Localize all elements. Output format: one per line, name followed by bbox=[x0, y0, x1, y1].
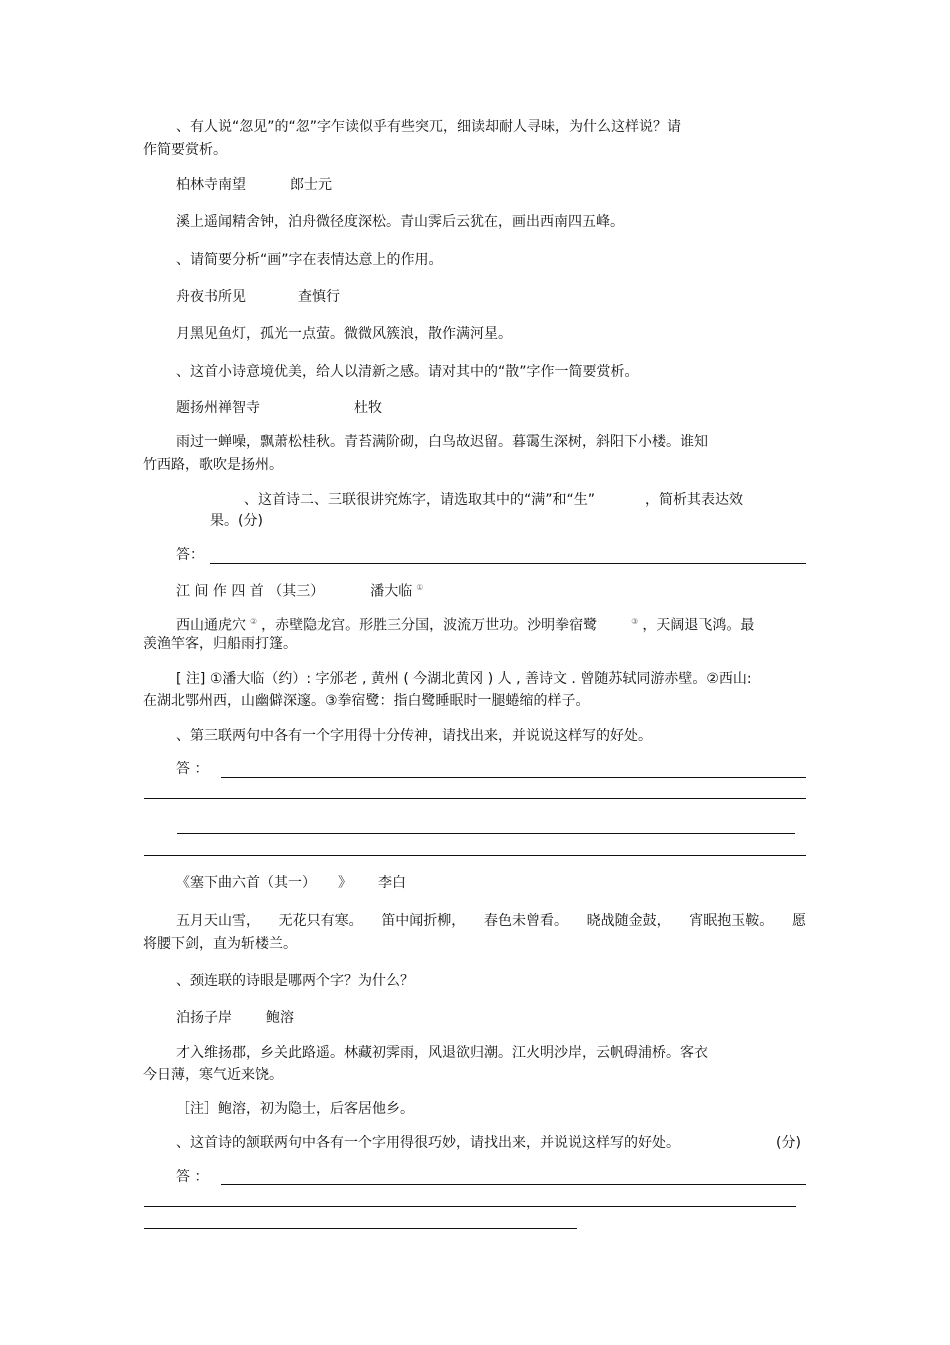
poem-3-question-line1 bbox=[244, 489, 743, 511]
poem-5-question: 、颈连联的诗眼是哪两个字？为什么？ bbox=[176, 973, 414, 989]
poem-4-title: 江 间 作 四 首 （其三） bbox=[176, 583, 325, 600]
poem-5-text-line2: 将腰下剑，直为斩楼兰。 bbox=[143, 936, 297, 952]
poem-5-title: 《塞下曲六首（其一） bbox=[176, 875, 316, 891]
poem-3-heading bbox=[176, 397, 382, 419]
poem-4-text-c: ，天阔退飞鸿。最 bbox=[642, 617, 755, 634]
question-1-line2: 作简要赏析。 bbox=[143, 142, 227, 158]
poem-4-answer-line-4[interactable] bbox=[144, 855, 806, 856]
poem-4-author: 潘大临 bbox=[370, 583, 413, 600]
poem-6-note: ［注］鲍溶，初为隐士，后客居他乡。 bbox=[176, 1101, 414, 1117]
poem-5-seg-5: 晓战随金鼓， bbox=[586, 913, 671, 929]
poem-1-author: 郎士元 bbox=[290, 177, 332, 193]
poem-3-answer-label: 答： bbox=[176, 547, 204, 563]
poem-3-text-line2: 竹西路，歌吹是扬州。 bbox=[143, 457, 283, 473]
poem-3-title: 题扬州禅智寺 bbox=[176, 400, 260, 416]
poem-3-answer-line[interactable] bbox=[210, 563, 806, 564]
poem-2-title: 舟夜书所见 bbox=[176, 289, 246, 305]
poem-2-question: 、这首小诗意境优美，给人以清新之感。请对其中的“散”字作一简要赏析。 bbox=[176, 364, 639, 380]
poem-2-text: 月黑见鱼灯，孤光一点萤。微微风簇浪，散作满河星。 bbox=[176, 326, 512, 342]
poem-6-answer-label: 答 ： bbox=[176, 1169, 209, 1185]
poem-4-author-note-mark: ① bbox=[416, 583, 424, 592]
poem-4-question: 、第三联两句中各有一个字用得十分传神，请找出来，并说说这样写的好处。 bbox=[176, 728, 652, 744]
poem-4-notes-line1: [ 注] ①潘大临（约）: 字邠老 , 黄州 ( 今湖北黄冈 ) 人 , 善诗文 . 曾随苏轼同游赤壁。②西山: bbox=[176, 671, 752, 687]
poem-5-heading bbox=[176, 872, 406, 894]
poem-6-answer-line-3[interactable] bbox=[144, 1228, 577, 1229]
question-1-line1: 、有人说“忽见”的“忽”字乍读似乎有些突兀，细读却耐人寻味，为什么这样说？请 bbox=[176, 119, 682, 135]
poem-6-title: 泊扬子岸 bbox=[176, 1010, 232, 1026]
poem-3-text-line1: 雨过一蝉噪，飘萧松桂秋。青苔满阶砌，白鸟故迟留。暮霭生深树，斜阳下小楼。谁知 bbox=[176, 434, 708, 450]
poem-6-text-line1: 才入维扬郡，乡关此路遥。林藏初霁雨，风退欲归潮。江火明沙岸，云帆碍浦桥。客衣 bbox=[176, 1045, 708, 1061]
poem-4-answer-line-1[interactable] bbox=[221, 777, 806, 778]
poem-4-answer-label: 答 ： bbox=[176, 761, 209, 777]
poem-4-notes-line2: 在湖北鄂州西，山幽僻深邃。③拳宿鹭：指白鹭睡眠时一腿蜷缩的样子。 bbox=[143, 693, 590, 709]
poem-6-author: 鲍溶 bbox=[266, 1010, 294, 1026]
poem-5-text-line1 bbox=[176, 910, 806, 932]
poem-6-heading bbox=[176, 1007, 294, 1029]
poem-1-text: 溪上遥闻精舍钟，泊舟微径度深松。青山霁后云犹在，画出西南四五峰。 bbox=[176, 214, 624, 230]
poem-4-heading bbox=[176, 577, 427, 603]
poem-5-seg-2: 无花只有寒。 bbox=[278, 913, 363, 929]
poem-2-author: 查慎行 bbox=[298, 289, 340, 305]
poem-4-note-3-mark: ③ bbox=[631, 617, 639, 626]
poem-6-text-line2: 今日薄，寒气近来饶。 bbox=[143, 1067, 283, 1083]
poem-1-heading bbox=[176, 174, 332, 196]
poem-5-seg-1: 五月天山雪， bbox=[176, 913, 260, 929]
poem-4-text-line2: 羡渔竿客，归船雨打篷。 bbox=[143, 636, 297, 652]
poem-5-seg-3: 笛中闻折柳， bbox=[381, 913, 466, 929]
poem-4-answer-line-2[interactable] bbox=[144, 798, 806, 799]
poem-6-question-score: (分) bbox=[776, 1135, 801, 1151]
poem-4-note-2-mark: ② bbox=[250, 617, 258, 626]
poem-4-answer-line-3[interactable] bbox=[177, 833, 795, 834]
poem-6-question: 、这首诗的颔联两句中各有一个字用得很巧妙，请找出来，并说说这样写的好处。 bbox=[176, 1135, 680, 1151]
poem-6-answer-line-2[interactable] bbox=[144, 1206, 796, 1207]
poem-6-answer-line-1[interactable] bbox=[221, 1184, 806, 1185]
poem-5-seg-6: 宵眠抱玉鞍。 bbox=[689, 913, 774, 929]
poem-4-text-a: 西山通虎穴 bbox=[176, 617, 246, 634]
poem-5-seg-7: 愿 bbox=[791, 913, 806, 929]
poem-3-author: 杜牧 bbox=[354, 400, 382, 416]
poem-5-author: 李白 bbox=[378, 875, 406, 891]
poem-3-question-a: 、这首诗二、三联很讲究炼字，请选取其中的“满”和“生” bbox=[244, 492, 596, 508]
poem-3-question-line2: 果。(分) bbox=[210, 513, 263, 529]
poem-5-seg-4: 春色未曾看。 bbox=[483, 913, 568, 929]
poem-5-title-end: 》 bbox=[338, 875, 352, 891]
poem-4-text-b: ，赤壁隐龙宫。形胜三分国，波流万世功。沙明拳宿鹭 bbox=[261, 617, 598, 634]
poem-1-title: 柏林寺南望 bbox=[176, 177, 246, 193]
poem-2-heading bbox=[176, 286, 340, 308]
poem-3-question-b: ，简析其表达效 bbox=[645, 492, 744, 508]
poem-1-question: 、请简要分析“画”字在表情达意上的作用。 bbox=[176, 252, 443, 268]
